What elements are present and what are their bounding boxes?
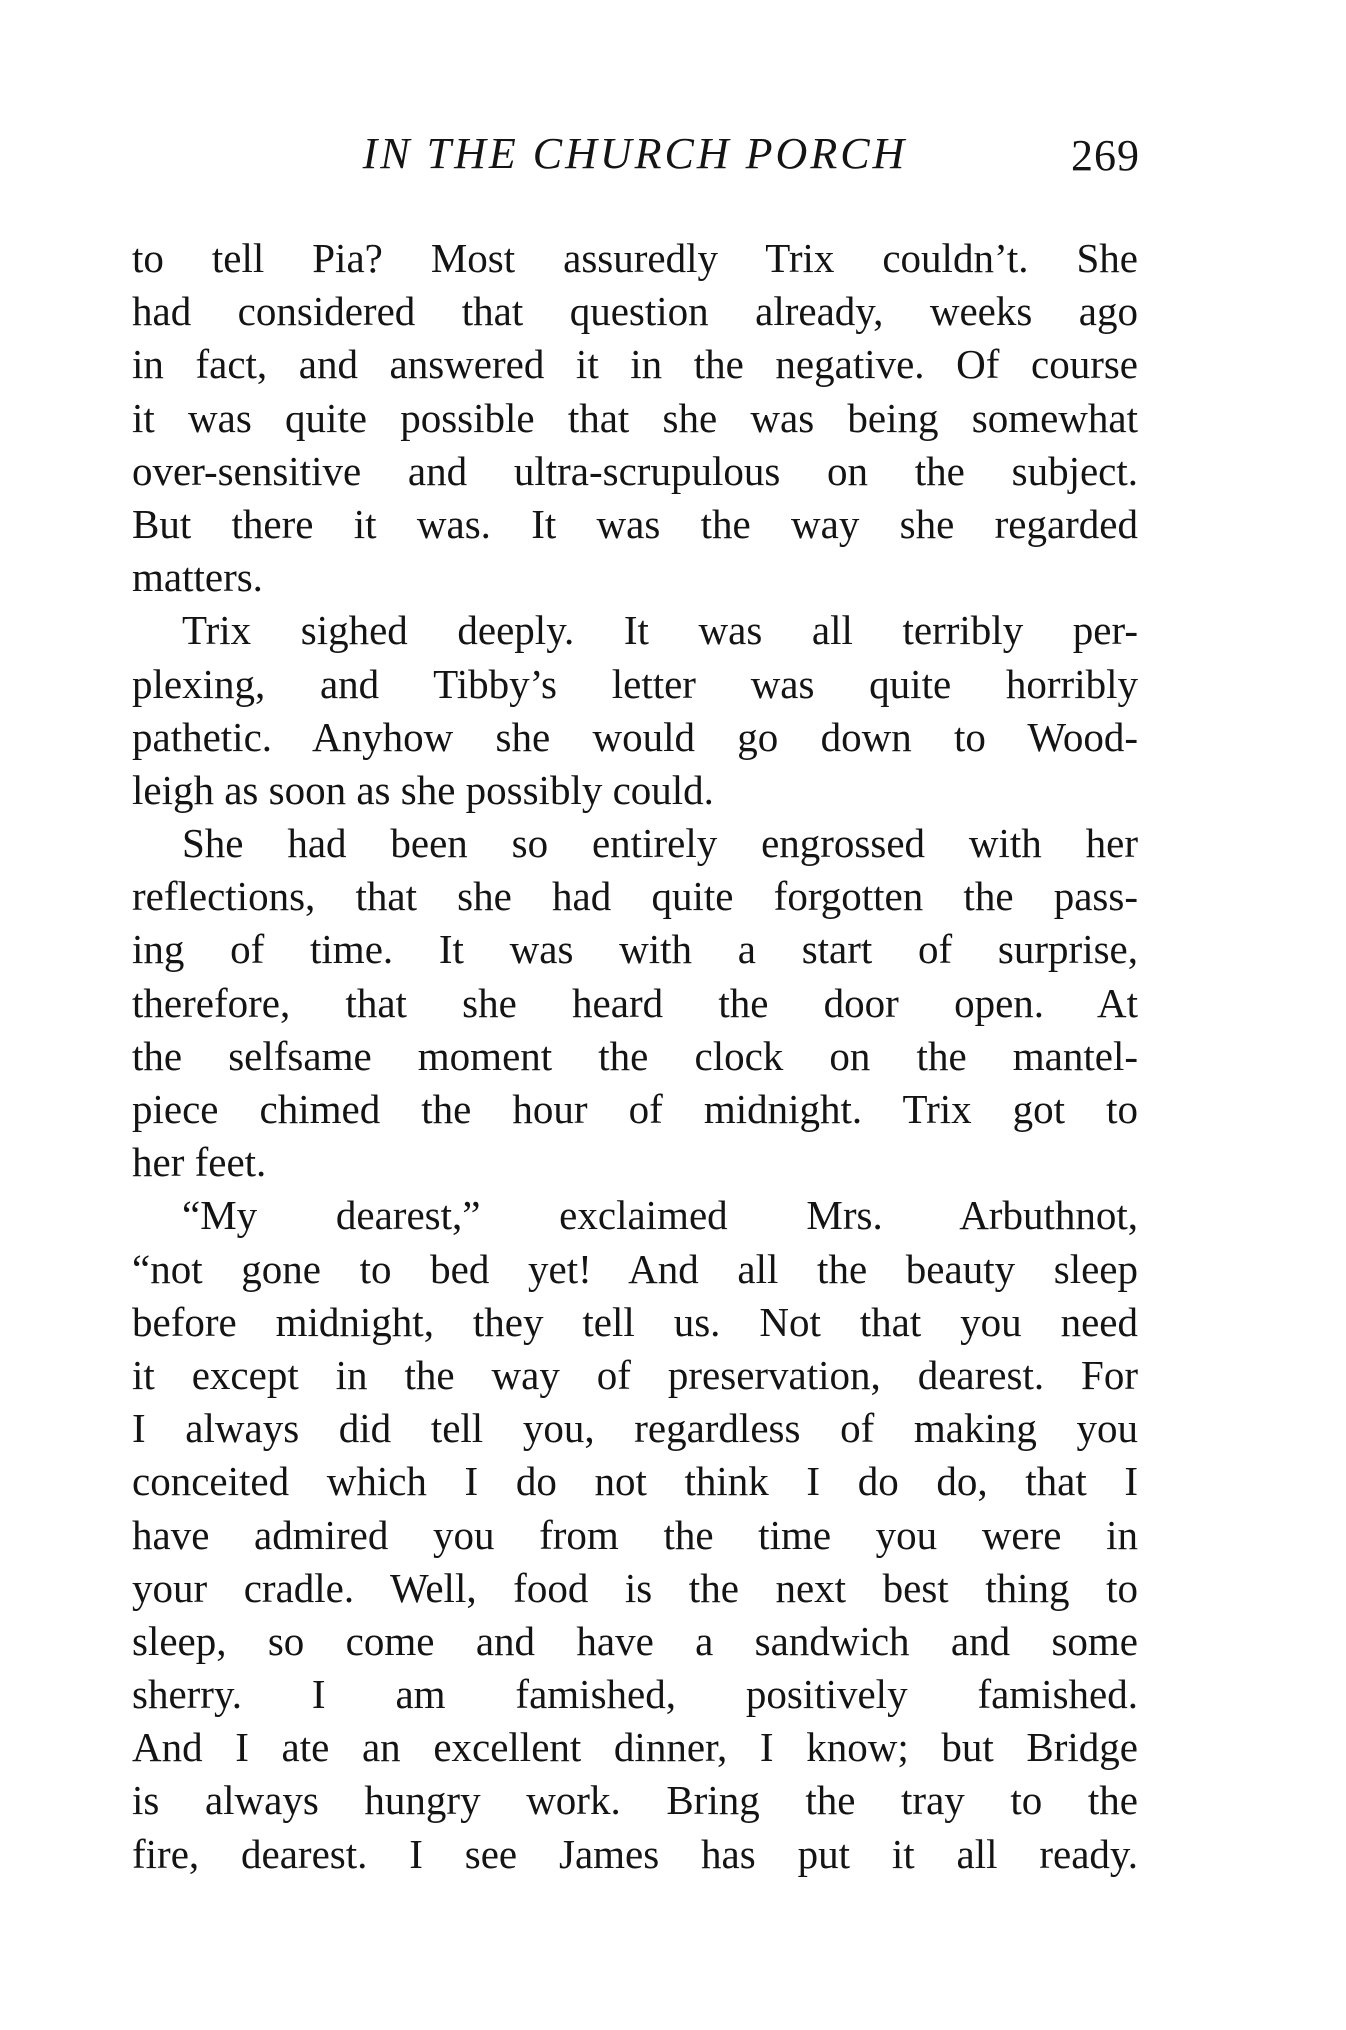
text-line: matters. bbox=[132, 554, 263, 601]
text-line: the selfsame moment the clock on the mantel- bbox=[132, 1032, 1138, 1079]
text-line: leigh as soon as she possibly could. bbox=[132, 766, 714, 813]
body-text bbox=[132, 232, 1138, 1881]
text-line: sherry. I am famished, positively famished. bbox=[132, 1671, 1138, 1718]
text-line: sleep, so come and have a sandwich and some bbox=[132, 1617, 1138, 1664]
text-line: And I ate an excellent dinner, I know; but Bridge bbox=[132, 1724, 1138, 1771]
text-line: before midnight, they tell us. Not that you need bbox=[132, 1298, 1138, 1345]
text-line: reflections, that she had quite forgotten the pass- bbox=[132, 873, 1138, 920]
text-line: pathetic. Anyhow she would go down to Wood- bbox=[132, 713, 1138, 760]
text-line: I always did tell you, regardless of making you bbox=[132, 1405, 1138, 1452]
text-line: ing of time. It was with a start of surprise, bbox=[132, 926, 1138, 973]
text-line: is always hungry work. Bring the tray to the bbox=[132, 1777, 1138, 1824]
text-line: piece chimed the hour of midnight. Trix got to bbox=[132, 1086, 1138, 1132]
text-line: to tell Pia? Most assuredly Trix couldn’t. She bbox=[132, 235, 1138, 281]
text-line: “not gone to bed yet! And all the beauty sleep bbox=[132, 1245, 1138, 1292]
text-line: have admired you from the time you were in bbox=[132, 1511, 1138, 1558]
text-line: your cradle. Well, food is the next best thing to bbox=[132, 1564, 1138, 1611]
text-line: it was quite possible that she was being somewhat bbox=[132, 394, 1138, 441]
text-line: in fact, and answered it in the negative. Of course bbox=[132, 341, 1138, 388]
running-head bbox=[130, 124, 1140, 184]
text-line: fire, dearest. I see James has put it all ready. bbox=[132, 1830, 1138, 1877]
text-line: “My dearest,” exclaimed Mrs. Arbuthnot, bbox=[182, 1192, 1138, 1239]
running-title: IN THE CHURCH PORCH bbox=[362, 129, 908, 178]
text-line: therefore, that she heard the door open. At bbox=[132, 979, 1138, 1026]
text-line: plexing, and Tibby’s letter was quite horribly bbox=[132, 660, 1138, 707]
page-number: 269 bbox=[1071, 131, 1140, 180]
text-line: it except in the way of preservation, dearest. For bbox=[132, 1351, 1138, 1398]
text-line: her feet. bbox=[132, 1139, 267, 1186]
text-line: But there it was. It was the way she regarded bbox=[132, 500, 1138, 547]
text-line: conceited which I do not think I do do, that I bbox=[132, 1458, 1138, 1505]
text-line: had considered that question already, weeks ago bbox=[132, 288, 1138, 335]
text-line: over-sensitive and ultra-scrupulous on the subject. bbox=[132, 447, 1138, 494]
text-line: Trix sighed deeply. It was all terribly per- bbox=[182, 607, 1138, 654]
text-line: She had been so entirely engrossed with her bbox=[182, 820, 1138, 867]
